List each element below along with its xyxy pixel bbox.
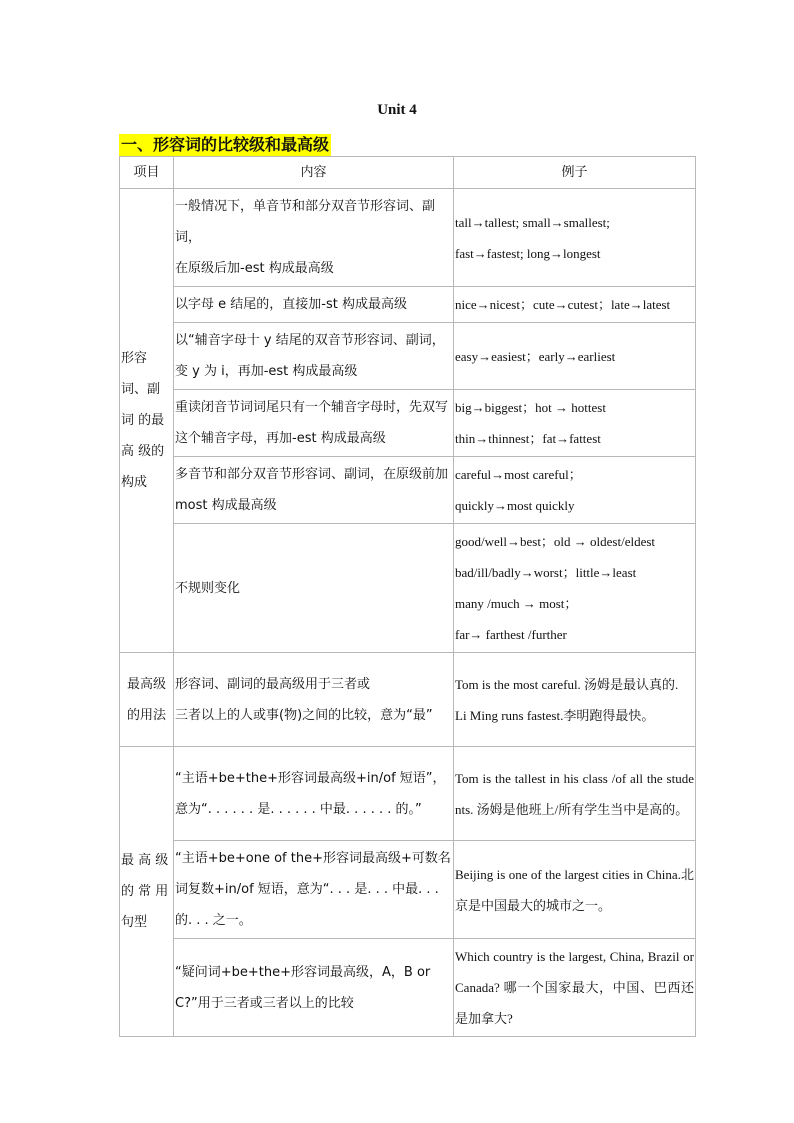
- table-row: [120, 457, 696, 524]
- example-line: Beijing is one of the largest cities in China.北京是中国最大的城市之一。: [455, 866, 694, 913]
- example-cell: [454, 390, 696, 457]
- content-cell: [174, 524, 454, 653]
- table-row: [120, 524, 696, 653]
- example-line: Tom is the most careful. 汤姆是最认真的.: [455, 676, 679, 692]
- content-line: “疑问词+be+the+形容词最高级，A，B or C?”用于三者或三者以上的比较: [175, 964, 431, 1011]
- page-title: Unit 4: [377, 102, 417, 118]
- example-line: careful→most careful；: [455, 467, 582, 482]
- content-line: 重读闭音节词词尾只有一个辅音字母时，先双写这个辅音字母，再加-est 构成最高级: [175, 400, 449, 446]
- content-line: 不规则变化: [175, 580, 241, 596]
- header-example: 例子: [454, 157, 696, 189]
- example-cell: [454, 189, 696, 287]
- example-line: big→biggest；hot → hottest: [455, 400, 606, 415]
- content-cell: [174, 323, 454, 390]
- example-line: Which country is the largest, China, Brazil or Canada? 哪一个国家最大，中国、巴西还是加拿大?: [455, 949, 694, 1026]
- content-cell: [174, 939, 454, 1037]
- content-line: 以“辅音字母十 y 结尾的双音节形容词、副词，变 y 为 i，再加-est 构成最高级: [175, 333, 445, 379]
- table-row: [120, 390, 696, 457]
- example-line: Li Ming runs fastest.李明跑得最快。: [455, 707, 655, 723]
- content-line: 多音节和部分双音节形容词、副词，在原级前加 most 构成最高级: [175, 467, 449, 513]
- content-line: 三者以上的人或事(物)之间的比较，意为“最”: [175, 707, 433, 723]
- content-line: 一般情况下，单音节和部分双音节形容词、副词，: [175, 199, 436, 245]
- table-row: [120, 323, 696, 390]
- example-line: far→ farthest /further: [455, 627, 567, 642]
- content-line: “主语+be+the+形容词最高级+in/of 短语”，意为“. . . . . . 是. . . . . . 中最. . . . . . 的。”: [175, 770, 446, 817]
- table-row: [120, 939, 696, 1037]
- category-cell: 最高级的用法: [120, 653, 174, 747]
- example-line: tall→tallest; small→smallest;: [455, 214, 610, 230]
- example-cell: [454, 287, 696, 323]
- example-line: quickly→most quickly: [455, 498, 575, 513]
- example-line: nice→nicest；cute→cutest；late→latest: [455, 297, 671, 312]
- example-cell: [454, 653, 696, 747]
- content-line: “主语+be+one of the+形容词最高级+可数名词复数+in/of 短语，意为“. . . 是. . . 中最. . . 的. . . 之一。: [175, 851, 451, 928]
- content-line: 以字母 e 结尾的，直接加-st 构成最高级: [175, 297, 407, 312]
- content-cell: [174, 287, 454, 323]
- header-content: 内容: [174, 157, 454, 189]
- example-cell: [454, 524, 696, 653]
- section-heading: 一、形容词的比较级和最高级: [121, 135, 330, 154]
- example-line: many /much → most；: [455, 596, 578, 611]
- example-cell: [454, 939, 696, 1037]
- content-cell: [174, 390, 454, 457]
- example-line: bad/ill/badly→worst；little→least: [455, 565, 637, 580]
- content-cell: [174, 653, 454, 747]
- content-cell: [174, 189, 454, 287]
- category-cell: 最 高 级的 常 用句型: [120, 747, 174, 1037]
- grammar-table: [119, 156, 696, 1037]
- example-cell: [454, 457, 696, 524]
- example-cell: [454, 323, 696, 390]
- table-row: [120, 189, 696, 287]
- content-cell: [174, 841, 454, 939]
- content-line: 在原级后加-est 构成最高级: [175, 261, 334, 276]
- table-row: [120, 747, 696, 841]
- content-line: 形容词、副词的最高级用于三者或: [175, 676, 371, 692]
- example-line: easy→easiest；early→earliest: [455, 348, 616, 364]
- example-line: thin→thinnest；fat→fattest: [455, 431, 601, 446]
- example-line: good/well→best；old → oldest/eldest: [455, 534, 656, 549]
- table-row: [120, 841, 696, 939]
- content-cell: [174, 457, 454, 524]
- category-cell: 形容词、副 词 的最 高 级的构成: [120, 189, 174, 653]
- table-row: [120, 653, 696, 747]
- content-cell: [174, 747, 454, 841]
- example-cell: [454, 841, 696, 939]
- example-line: fast→fastest; long→longest: [455, 245, 601, 261]
- example-line: Tom is the tallest in his class /of all the students. 汤姆是他班上/所有学生当中是高的。: [455, 770, 694, 817]
- table-header-row: [120, 157, 696, 189]
- header-item: 项目: [120, 157, 174, 189]
- table-row: [120, 287, 696, 323]
- example-cell: [454, 747, 696, 841]
